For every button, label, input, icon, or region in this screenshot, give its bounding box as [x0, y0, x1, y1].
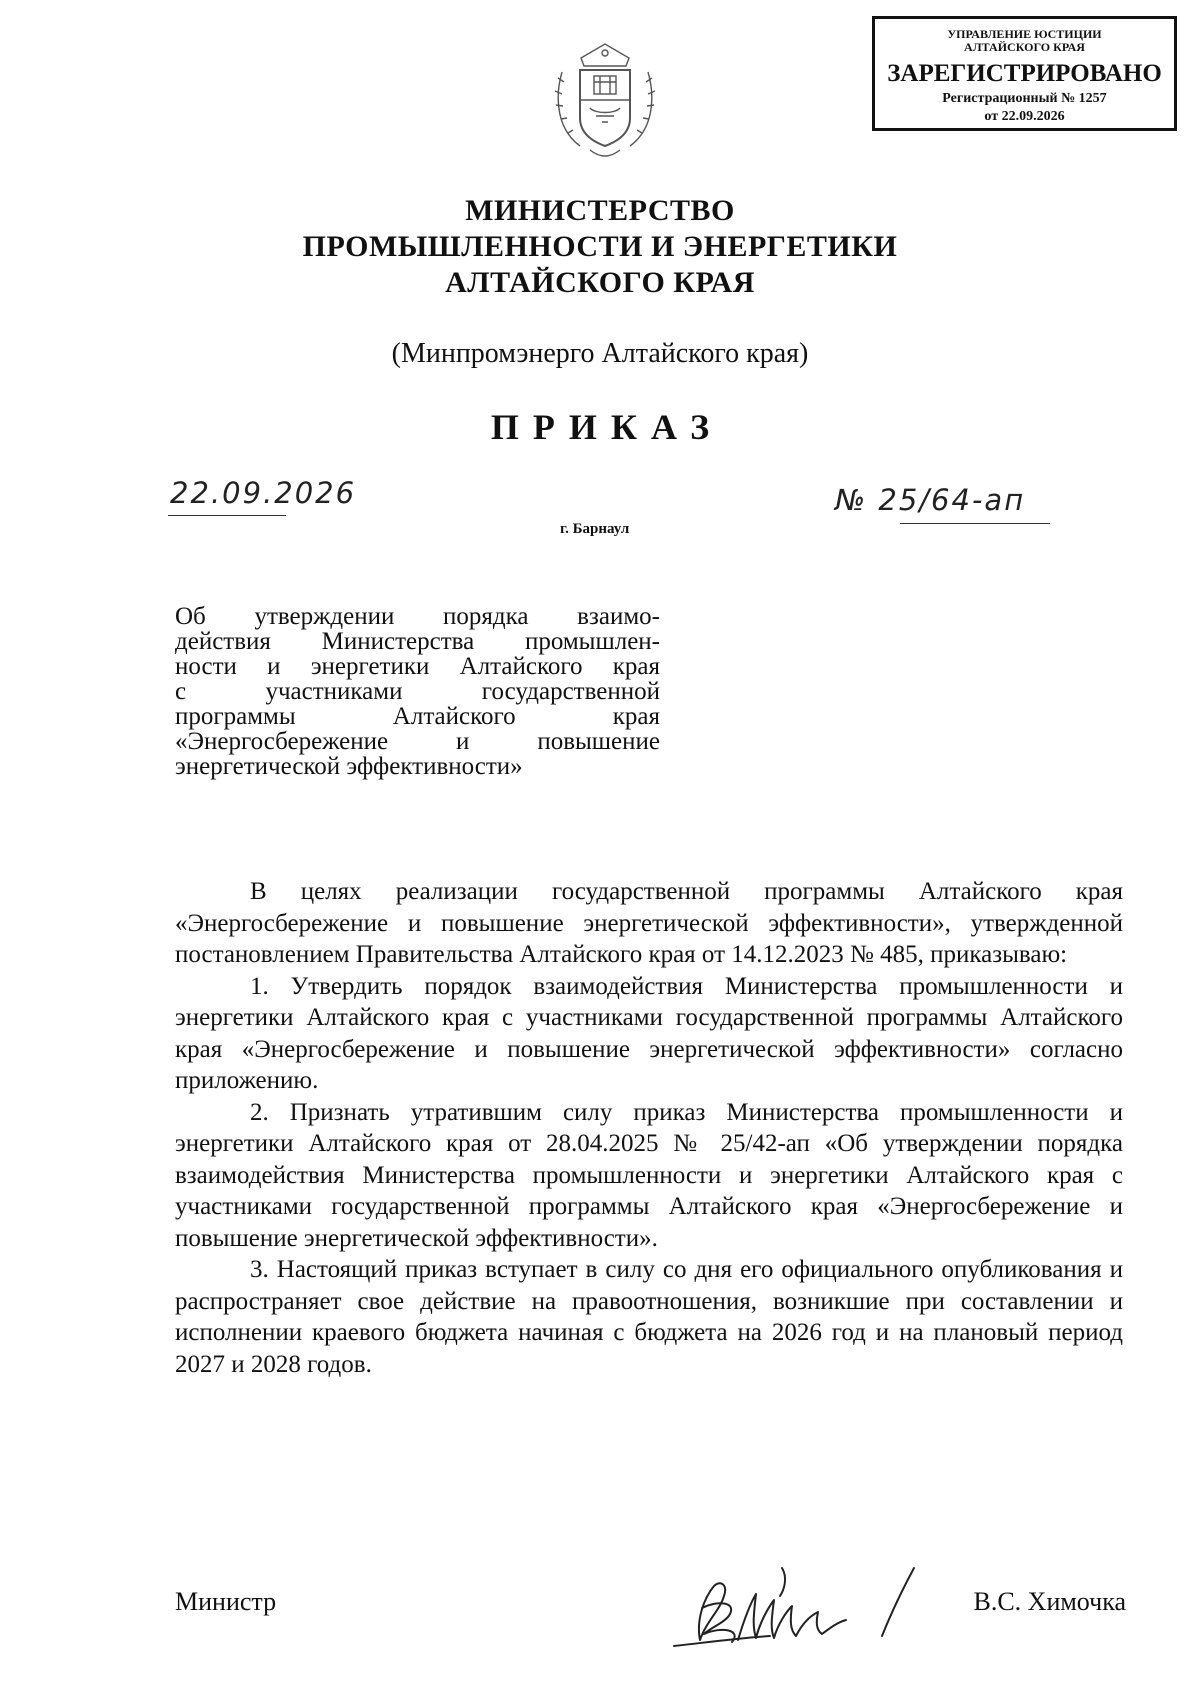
ministry-short-name: (Минпромэнерго Алтайского края): [391, 338, 809, 369]
subject-line: с участниками государственной: [175, 678, 660, 705]
stamp-reg-date: от 22.09.2026: [984, 109, 1065, 124]
registration-stamp: [872, 16, 1177, 131]
coat-of-arms-icon: [550, 38, 660, 163]
order-number-underline: [900, 523, 1050, 524]
ministry-name-line-2: ПРОМЫШЛЕННОСТИ И ЭНЕРГЕТИКИ: [302, 230, 898, 263]
stamp-authority-line-1: УПРАВЛЕНИЕ ЮСТИЦИИ: [947, 27, 1102, 41]
stamp-reg-number: Регистрационный № 1257: [942, 91, 1107, 106]
subject-line: действия Министерства промышлен-: [175, 628, 660, 655]
subject-line: Об утверждении порядка взаимо-: [175, 603, 660, 630]
subject-line: программы Алтайского края: [175, 703, 660, 730]
stamp-authority-line-2: АЛТАЙСКОГО КРАЯ: [964, 40, 1085, 54]
body-item-3: 3. Настоящий приказ вступает в силу со дня его официального опубликования и распространяет свое действие на правоотношения, возникшие при составлении и исполнении краевого бюджета начиная с бюджета на 2026 год и на плановый период 2027 и 2028 годов.: [175, 1256, 1123, 1378]
order-date: 22.09.2026: [170, 476, 357, 510]
body-item-1: 1. Утвердить порядок взаимодействия Министерства промышленности и энергетики Алтайского края с участниками государственной программы Алтайского края «Энергосбережение и повышение энергетической эффективности» согласно приложению.: [175, 972, 1123, 1094]
ministry-name-line-1: МИНИСТЕРСТВО: [465, 194, 735, 227]
body-item-2: 2. Признать утратившим силу приказ Министерства промышленности и энергетики Алтайского края от 28.04.2025 № 25/42-ап «Об утверждении порядка взаимодействия Министерства промышленности и энергетики Алтайского края с участниками государственной программы Алтайского края «Энергосбережение и повышение энергетической эффективности».: [175, 1098, 1123, 1252]
subject-line: энергетической эффективности»: [175, 753, 523, 780]
subject-line: ности и энергетики Алтайского края: [175, 653, 660, 680]
order-date-underline: [168, 515, 286, 516]
body-preamble: В целях реализации государственной программы Алтайского края «Энергосбережение и повышение энергетической эффективности», утвержденной постановлением Правительства Алтайского края от 14.12.2023 № 485, приказываю:: [175, 878, 1123, 968]
order-number: № 25/64-ап: [835, 483, 1026, 517]
ministry-name-line-3: АЛТАЙСКОГО КРАЯ: [445, 266, 755, 299]
order-subject: [175, 604, 660, 779]
signatory-title: Министр: [175, 1587, 277, 1616]
order-city: г. Барнаул: [560, 521, 630, 537]
handwritten-signature-icon: [670, 1550, 940, 1660]
document-type-title: ПРИКАЗ: [490, 407, 724, 447]
order-body: [175, 876, 1123, 1380]
subject-line: «Энергосбережение и повышение: [175, 728, 660, 755]
signatory-name: В.С. Химочка: [973, 1587, 1126, 1616]
stamp-status: ЗАРЕГИСТРИРОВАНО: [887, 60, 1162, 87]
